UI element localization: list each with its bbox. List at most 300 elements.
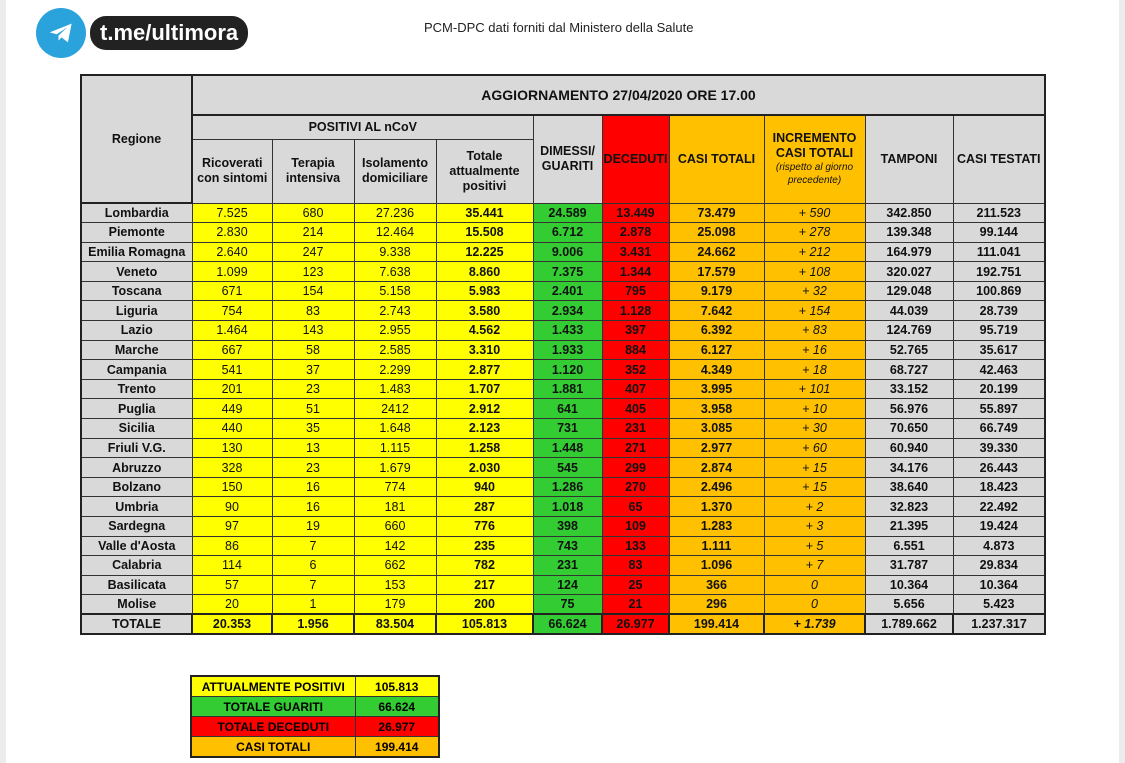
dimessi-value: 75 xyxy=(533,595,602,615)
header-totale-positivi: Totale attualmente positivi xyxy=(436,139,533,203)
header-tamponi: TAMPONI xyxy=(865,115,953,203)
table-row xyxy=(81,223,1045,243)
tamponi-value: 68.727 xyxy=(865,360,953,380)
incremento-value: + 212 xyxy=(764,242,865,262)
incremento-value: + 16 xyxy=(764,340,865,360)
summary-label: CASI TOTALI xyxy=(191,737,355,758)
tamponi-value: 139.348 xyxy=(865,223,953,243)
totale-positivi-value: 8.860 xyxy=(436,262,533,282)
casi-testati-value: 20.199 xyxy=(953,379,1045,399)
ricoverati-value: 86 xyxy=(192,536,272,556)
region-name: Lombardia xyxy=(81,203,192,223)
casi-testati-value: 28.739 xyxy=(953,301,1045,321)
ricoverati-value: 449 xyxy=(192,399,272,419)
header-casi-totali: CASI TOTALI xyxy=(669,115,764,203)
region-name: Basilicata xyxy=(81,575,192,595)
region-name: Campania xyxy=(81,360,192,380)
incremento-value: + 101 xyxy=(764,379,865,399)
isolamento-value: 12.464 xyxy=(354,223,436,243)
isolamento-value: 83.504 xyxy=(354,614,436,634)
ricoverati-value: 97 xyxy=(192,517,272,537)
deceduti-value: 397 xyxy=(602,321,669,341)
region-name: Umbria xyxy=(81,497,192,517)
isolamento-value: 7.638 xyxy=(354,262,436,282)
casi-testati-value: 29.834 xyxy=(953,556,1045,576)
totale-positivi-value: 235 xyxy=(436,536,533,556)
isolamento-value: 662 xyxy=(354,556,436,576)
table-row xyxy=(81,438,1045,458)
incremento-value: + 18 xyxy=(764,360,865,380)
tamponi-value: 32.823 xyxy=(865,497,953,517)
casi-totali-value: 3.995 xyxy=(669,379,764,399)
terapia-value: 83 xyxy=(272,301,354,321)
header-ricoverati: Ricoverati con sintomi xyxy=(192,139,272,203)
table-body xyxy=(81,203,1045,634)
table-row xyxy=(81,379,1045,399)
tamponi-value: 56.976 xyxy=(865,399,953,419)
terapia-value: 1.956 xyxy=(272,614,354,634)
dimessi-value: 1.286 xyxy=(533,477,602,497)
total-row xyxy=(81,614,1045,634)
terapia-value: 154 xyxy=(272,281,354,301)
casi-testati-value: 4.873 xyxy=(953,536,1045,556)
summary-label: ATTUALMENTE POSITIVI xyxy=(191,676,355,697)
totale-positivi-value: 217 xyxy=(436,575,533,595)
isolamento-value: 181 xyxy=(354,497,436,517)
table-row xyxy=(81,321,1045,341)
dimessi-value: 1.881 xyxy=(533,379,602,399)
incremento-value: + 10 xyxy=(764,399,865,419)
casi-totali-value: 2.874 xyxy=(669,458,764,478)
terapia-value: 123 xyxy=(272,262,354,282)
telegram-badge[interactable] xyxy=(36,8,248,58)
terapia-value: 1 xyxy=(272,595,354,615)
casi-totali-value: 6.392 xyxy=(669,321,764,341)
dimessi-value: 24.589 xyxy=(533,203,602,223)
tamponi-value: 38.640 xyxy=(865,477,953,497)
casi-totali-value: 7.642 xyxy=(669,301,764,321)
casi-totali-value: 9.179 xyxy=(669,281,764,301)
header-positivi-group: POSITIVI AL nCoV xyxy=(192,115,533,139)
totale-positivi-value: 2.877 xyxy=(436,360,533,380)
isolamento-value: 2.299 xyxy=(354,360,436,380)
ricoverati-value: 130 xyxy=(192,438,272,458)
deceduti-value: 109 xyxy=(602,517,669,537)
isolamento-value: 5.158 xyxy=(354,281,436,301)
region-name: Molise xyxy=(81,595,192,615)
isolamento-value: 9.338 xyxy=(354,242,436,262)
terapia-value: 7 xyxy=(272,536,354,556)
dimessi-value: 1.018 xyxy=(533,497,602,517)
ricoverati-value: 150 xyxy=(192,477,272,497)
totale-positivi-value: 105.813 xyxy=(436,614,533,634)
incremento-value: 0 xyxy=(764,595,865,615)
terapia-value: 16 xyxy=(272,477,354,497)
casi-testati-value: 5.423 xyxy=(953,595,1045,615)
incremento-value: + 30 xyxy=(764,419,865,439)
summary-value: 199.414 xyxy=(355,737,439,758)
dimessi-value: 731 xyxy=(533,419,602,439)
casi-testati-value: 10.364 xyxy=(953,575,1045,595)
ricoverati-value: 667 xyxy=(192,340,272,360)
casi-totali-value: 296 xyxy=(669,595,764,615)
dimessi-value: 2.934 xyxy=(533,301,602,321)
tamponi-value: 164.979 xyxy=(865,242,953,262)
casi-testati-value: 22.492 xyxy=(953,497,1045,517)
ricoverati-value: 754 xyxy=(192,301,272,321)
dimessi-value: 743 xyxy=(533,536,602,556)
region-name: Sardegna xyxy=(81,517,192,537)
tamponi-value: 124.769 xyxy=(865,321,953,341)
summary-table xyxy=(190,675,440,758)
summary-row xyxy=(191,697,439,717)
terapia-value: 37 xyxy=(272,360,354,380)
terapia-value: 58 xyxy=(272,340,354,360)
dimessi-value: 66.624 xyxy=(533,614,602,634)
incremento-value: 0 xyxy=(764,575,865,595)
casi-totali-value: 1.111 xyxy=(669,536,764,556)
header-regione: Regione xyxy=(81,75,192,203)
deceduti-value: 2.878 xyxy=(602,223,669,243)
deceduti-value: 133 xyxy=(602,536,669,556)
right-edge xyxy=(1119,0,1125,763)
ricoverati-value: 328 xyxy=(192,458,272,478)
source-note: PCM-DPC dati forniti dal Ministero della Salute xyxy=(424,20,694,35)
tamponi-value: 10.364 xyxy=(865,575,953,595)
summary-row xyxy=(191,676,439,697)
isolamento-value: 2412 xyxy=(354,399,436,419)
incremento-value: + 2 xyxy=(764,497,865,517)
dimessi-value: 124 xyxy=(533,575,602,595)
deceduti-value: 65 xyxy=(602,497,669,517)
totale-positivi-value: 4.562 xyxy=(436,321,533,341)
region-name: Abruzzo xyxy=(81,458,192,478)
ricoverati-value: 57 xyxy=(192,575,272,595)
terapia-value: 143 xyxy=(272,321,354,341)
terapia-value: 7 xyxy=(272,575,354,595)
dimessi-value: 1.933 xyxy=(533,340,602,360)
tamponi-value: 1.789.662 xyxy=(865,614,953,634)
table-row xyxy=(81,340,1045,360)
incremento-value: + 154 xyxy=(764,301,865,321)
deceduti-value: 795 xyxy=(602,281,669,301)
ricoverati-value: 440 xyxy=(192,419,272,439)
deceduti-value: 299 xyxy=(602,458,669,478)
casi-totali-value: 2.977 xyxy=(669,438,764,458)
casi-testati-value: 55.897 xyxy=(953,399,1045,419)
table-row xyxy=(81,556,1045,576)
table-row xyxy=(81,281,1045,301)
tamponi-value: 33.152 xyxy=(865,379,953,399)
deceduti-value: 25 xyxy=(602,575,669,595)
region-name: Puglia xyxy=(81,399,192,419)
summary-label: TOTALE GUARITI xyxy=(191,697,355,717)
isolamento-value: 153 xyxy=(354,575,436,595)
region-name: Sicilia xyxy=(81,419,192,439)
incremento-value: + 32 xyxy=(764,281,865,301)
casi-totali-value: 1.370 xyxy=(669,497,764,517)
header-incremento xyxy=(764,115,865,203)
incremento-value: + 278 xyxy=(764,223,865,243)
casi-totali-value: 3.085 xyxy=(669,419,764,439)
table-row xyxy=(81,517,1045,537)
tamponi-value: 44.039 xyxy=(865,301,953,321)
summary-row xyxy=(191,717,439,737)
ricoverati-value: 541 xyxy=(192,360,272,380)
deceduti-value: 1.344 xyxy=(602,262,669,282)
totale-positivi-value: 782 xyxy=(436,556,533,576)
header-incremento-note: (rispetto al giorno precedente) xyxy=(775,162,854,187)
header-terapia: Terapia intensiva xyxy=(272,139,354,203)
table-row xyxy=(81,477,1045,497)
deceduti-value: 405 xyxy=(602,399,669,419)
telegram-icon xyxy=(36,8,86,58)
ricoverati-value: 671 xyxy=(192,281,272,301)
totale-positivi-value: 5.983 xyxy=(436,281,533,301)
terapia-value: 35 xyxy=(272,419,354,439)
casi-totali-value: 199.414 xyxy=(669,614,764,634)
header-casi-testati: CASI TESTATI xyxy=(953,115,1045,203)
dimessi-value: 2.401 xyxy=(533,281,602,301)
ricoverati-value: 7.525 xyxy=(192,203,272,223)
casi-totali-value: 1.096 xyxy=(669,556,764,576)
tamponi-value: 320.027 xyxy=(865,262,953,282)
casi-totali-value: 2.496 xyxy=(669,477,764,497)
casi-testati-value: 100.869 xyxy=(953,281,1045,301)
table-row xyxy=(81,497,1045,517)
ricoverati-value: 90 xyxy=(192,497,272,517)
deceduti-value: 26.977 xyxy=(602,614,669,634)
region-name: Bolzano xyxy=(81,477,192,497)
region-name: Emilia Romagna xyxy=(81,242,192,262)
tamponi-value: 342.850 xyxy=(865,203,953,223)
tamponi-value: 21.395 xyxy=(865,517,953,537)
table-row xyxy=(81,536,1045,556)
table-row xyxy=(81,575,1045,595)
totale-positivi-value: 200 xyxy=(436,595,533,615)
summary-value: 105.813 xyxy=(355,676,439,697)
totale-positivi-value: 3.580 xyxy=(436,301,533,321)
incremento-value: + 15 xyxy=(764,477,865,497)
region-name: Marche xyxy=(81,340,192,360)
terapia-value: 23 xyxy=(272,379,354,399)
summary-value: 66.624 xyxy=(355,697,439,717)
incremento-value: + 5 xyxy=(764,536,865,556)
region-name: Friuli V.G. xyxy=(81,438,192,458)
casi-testati-value: 35.617 xyxy=(953,340,1045,360)
region-name: Liguria xyxy=(81,301,192,321)
deceduti-value: 3.431 xyxy=(602,242,669,262)
ricoverati-value: 2.830 xyxy=(192,223,272,243)
isolamento-value: 1.115 xyxy=(354,438,436,458)
casi-testati-value: 99.144 xyxy=(953,223,1045,243)
dimessi-value: 1.433 xyxy=(533,321,602,341)
ricoverati-value: 20.353 xyxy=(192,614,272,634)
deceduti-value: 270 xyxy=(602,477,669,497)
casi-testati-value: 111.041 xyxy=(953,242,1045,262)
isolamento-value: 2.585 xyxy=(354,340,436,360)
deceduti-value: 884 xyxy=(602,340,669,360)
region-name: Piemonte xyxy=(81,223,192,243)
isolamento-value: 2.743 xyxy=(354,301,436,321)
casi-testati-value: 211.523 xyxy=(953,203,1045,223)
ricoverati-value: 114 xyxy=(192,556,272,576)
dimessi-value: 641 xyxy=(533,399,602,419)
incremento-value: + 1.739 xyxy=(764,614,865,634)
region-name: Valle d'Aosta xyxy=(81,536,192,556)
casi-totali-value: 73.479 xyxy=(669,203,764,223)
casi-totali-value: 17.579 xyxy=(669,262,764,282)
ricoverati-value: 201 xyxy=(192,379,272,399)
dimessi-value: 9.006 xyxy=(533,242,602,262)
deceduti-value: 352 xyxy=(602,360,669,380)
incremento-value: + 3 xyxy=(764,517,865,537)
incremento-value: + 83 xyxy=(764,321,865,341)
totale-positivi-value: 287 xyxy=(436,497,533,517)
terapia-value: 680 xyxy=(272,203,354,223)
dimessi-value: 545 xyxy=(533,458,602,478)
deceduti-value: 271 xyxy=(602,438,669,458)
terapia-value: 23 xyxy=(272,458,354,478)
header-dimessi: DIMESSI/ GUARITI xyxy=(533,115,602,203)
region-name: TOTALE xyxy=(81,614,192,634)
casi-testati-value: 39.330 xyxy=(953,438,1045,458)
region-name: Trento xyxy=(81,379,192,399)
left-edge xyxy=(0,0,6,763)
header-incremento-label: INCREMENTO CASI TOTALI xyxy=(772,131,857,161)
incremento-value: + 590 xyxy=(764,203,865,223)
casi-testati-value: 42.463 xyxy=(953,360,1045,380)
casi-testati-value: 66.749 xyxy=(953,419,1045,439)
table-row xyxy=(81,419,1045,439)
casi-totali-value: 24.662 xyxy=(669,242,764,262)
incremento-value: + 7 xyxy=(764,556,865,576)
summary-label: TOTALE DECEDUTI xyxy=(191,717,355,737)
isolamento-value: 2.955 xyxy=(354,321,436,341)
terapia-value: 13 xyxy=(272,438,354,458)
casi-totali-value: 25.098 xyxy=(669,223,764,243)
summary-body xyxy=(191,676,439,757)
incremento-value: + 108 xyxy=(764,262,865,282)
casi-testati-value: 192.751 xyxy=(953,262,1045,282)
tamponi-value: 31.787 xyxy=(865,556,953,576)
casi-totali-value: 1.283 xyxy=(669,517,764,537)
terapia-value: 6 xyxy=(272,556,354,576)
isolamento-value: 27.236 xyxy=(354,203,436,223)
table-row xyxy=(81,242,1045,262)
terapia-value: 247 xyxy=(272,242,354,262)
casi-totali-value: 366 xyxy=(669,575,764,595)
channel-handle[interactable]: t.me/ultimora xyxy=(90,16,248,50)
table-row xyxy=(81,360,1045,380)
tamponi-value: 70.650 xyxy=(865,419,953,439)
casi-totali-value: 4.349 xyxy=(669,360,764,380)
deceduti-value: 231 xyxy=(602,419,669,439)
isolamento-value: 179 xyxy=(354,595,436,615)
table-row xyxy=(81,399,1045,419)
isolamento-value: 1.648 xyxy=(354,419,436,439)
totale-positivi-value: 2.030 xyxy=(436,458,533,478)
totale-positivi-value: 1.707 xyxy=(436,379,533,399)
ricoverati-value: 1.099 xyxy=(192,262,272,282)
totale-positivi-value: 15.508 xyxy=(436,223,533,243)
isolamento-value: 142 xyxy=(354,536,436,556)
dimessi-value: 1.448 xyxy=(533,438,602,458)
region-name: Toscana xyxy=(81,281,192,301)
update-title: AGGIORNAMENTO 27/04/2020 ORE 17.00 xyxy=(192,75,1045,115)
isolamento-value: 1.483 xyxy=(354,379,436,399)
summary-row xyxy=(191,737,439,758)
ricoverati-value: 20 xyxy=(192,595,272,615)
deceduti-value: 13.449 xyxy=(602,203,669,223)
dimessi-value: 7.375 xyxy=(533,262,602,282)
totale-positivi-value: 940 xyxy=(436,477,533,497)
covid-data-table xyxy=(80,74,1046,635)
totale-positivi-value: 1.258 xyxy=(436,438,533,458)
totale-positivi-value: 2.912 xyxy=(436,399,533,419)
totale-positivi-value: 35.441 xyxy=(436,203,533,223)
table-row xyxy=(81,301,1045,321)
incremento-value: + 60 xyxy=(764,438,865,458)
totale-positivi-value: 776 xyxy=(436,517,533,537)
region-name: Calabria xyxy=(81,556,192,576)
casi-testati-value: 19.424 xyxy=(953,517,1045,537)
isolamento-value: 660 xyxy=(354,517,436,537)
totale-positivi-value: 3.310 xyxy=(436,340,533,360)
dimessi-value: 398 xyxy=(533,517,602,537)
casi-testati-value: 1.237.317 xyxy=(953,614,1045,634)
region-name: Lazio xyxy=(81,321,192,341)
table-row xyxy=(81,458,1045,478)
region-name: Veneto xyxy=(81,262,192,282)
summary-value: 26.977 xyxy=(355,717,439,737)
tamponi-value: 34.176 xyxy=(865,458,953,478)
ricoverati-value: 2.640 xyxy=(192,242,272,262)
table-row xyxy=(81,203,1045,223)
ricoverati-value: 1.464 xyxy=(192,321,272,341)
isolamento-value: 1.679 xyxy=(354,458,436,478)
isolamento-value: 774 xyxy=(354,477,436,497)
terapia-value: 16 xyxy=(272,497,354,517)
terapia-value: 19 xyxy=(272,517,354,537)
deceduti-value: 21 xyxy=(602,595,669,615)
incremento-value: + 15 xyxy=(764,458,865,478)
casi-testati-value: 95.719 xyxy=(953,321,1045,341)
casi-testati-value: 26.443 xyxy=(953,458,1045,478)
terapia-value: 51 xyxy=(272,399,354,419)
tamponi-value: 6.551 xyxy=(865,536,953,556)
casi-testati-value: 18.423 xyxy=(953,477,1045,497)
tamponi-value: 5.656 xyxy=(865,595,953,615)
tamponi-value: 52.765 xyxy=(865,340,953,360)
terapia-value: 214 xyxy=(272,223,354,243)
casi-totali-value: 3.958 xyxy=(669,399,764,419)
deceduti-value: 83 xyxy=(602,556,669,576)
tamponi-value: 60.940 xyxy=(865,438,953,458)
deceduti-value: 1.128 xyxy=(602,301,669,321)
dimessi-value: 6.712 xyxy=(533,223,602,243)
totale-positivi-value: 2.123 xyxy=(436,419,533,439)
casi-totali-value: 6.127 xyxy=(669,340,764,360)
deceduti-value: 407 xyxy=(602,379,669,399)
table-row xyxy=(81,262,1045,282)
header-deceduti: DECEDUTI xyxy=(602,115,669,203)
dimessi-value: 231 xyxy=(533,556,602,576)
dimessi-value: 1.120 xyxy=(533,360,602,380)
totale-positivi-value: 12.225 xyxy=(436,242,533,262)
tamponi-value: 129.048 xyxy=(865,281,953,301)
header-isolamento: Isolamento domiciliare xyxy=(354,139,436,203)
